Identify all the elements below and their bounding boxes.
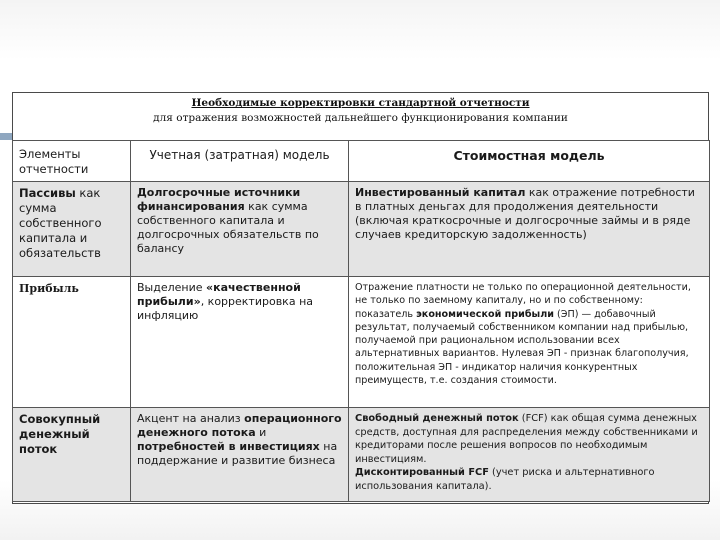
- header-elements: Элементы отчетности: [13, 141, 131, 182]
- heading-line-2: для отражения возможностей дальнейшего функционирования компании: [153, 112, 568, 124]
- comparison-table: [12, 140, 710, 502]
- heading-line-1: Необходимые корректировки стандартной отчетности: [191, 97, 530, 109]
- table-heading: [12, 96, 709, 126]
- cell-value-liabilities: Инвестированный капитал как отражение потребности в платных деньгах для продолжения деятельности (включая краткосрочные и долгосрочные займы и в ряде случаев кредиторскую задолженность): [349, 182, 710, 277]
- table-row: [13, 408, 710, 502]
- cell-element-cash-flow: Совокупный денежный поток: [13, 408, 131, 502]
- cell-element-profit: Прибыль: [13, 277, 131, 408]
- cell-element-liabilities: Пассивы как сумма собственного капитала и обязательств: [13, 182, 131, 277]
- cell-value-cash-flow: Свободный денежный поток (FCF) как общая сумма денежных средств, доступная для распределения между собственниками и кредиторами после решения вопросов по необходимым инвестициям. Дисконтированный FCF (учет риска и альтернативного использования капитала).: [349, 408, 710, 502]
- cell-accounting-cash-flow: Акцент на анализ операционного денежного потока и потребностей в инвестициях на поддержание и развитие бизнеса: [131, 408, 349, 502]
- table-header-row: [13, 141, 710, 182]
- table-row: [13, 277, 710, 408]
- header-accounting-model: Учетная (затратная) модель: [131, 141, 349, 182]
- header-value-model: Стоимостная модель: [349, 141, 710, 182]
- cell-value-profit: Отражение платности не только по операционной деятельности, не только по заемному капиталу, но и по собственному: показатель экономической прибыли (ЭП) — добавочный результат, получаемый собственником компании над прибылью, получаемой при рациональном использовании всех альтернативных вариантов. Нулевая ЭП - признак благополучия, положительная ЭП - индикатор наличия конкурентных преимуществ, т.е. создания стоимости.: [349, 277, 710, 408]
- cell-accounting-profit: Выделение «качественной прибыли», корректировка на инфляцию: [131, 277, 349, 408]
- cell-accounting-liabilities: Долгосрочные источники финансирования как сумма собственного капитала и долгосрочных обязательств по балансу: [131, 182, 349, 277]
- accent-bar: [0, 133, 12, 140]
- table-row: [13, 182, 710, 277]
